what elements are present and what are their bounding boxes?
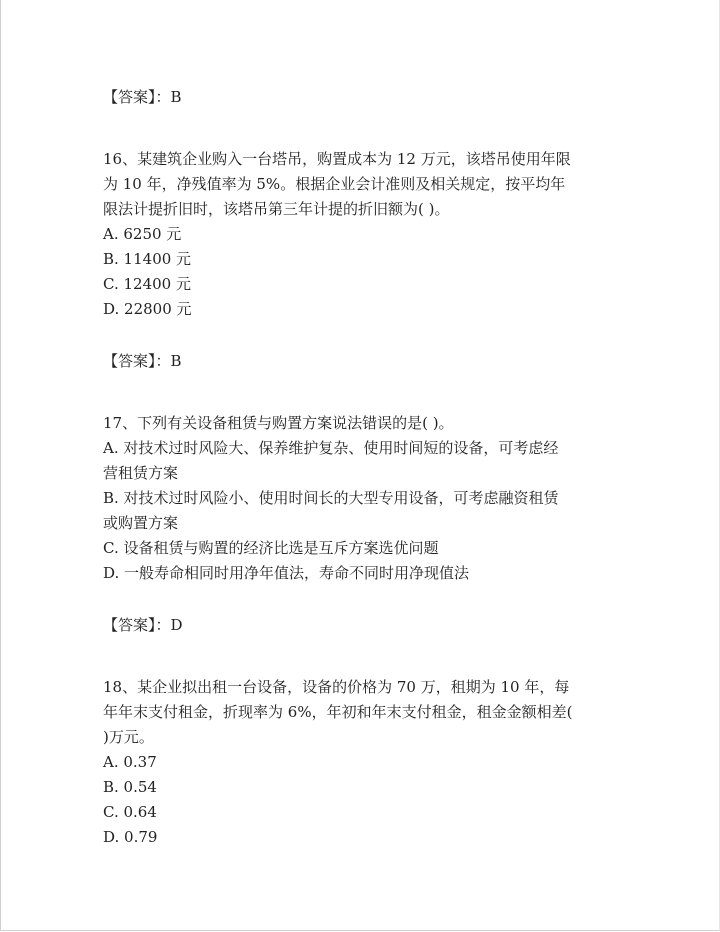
question-text-line: 年年末支付租金，折现率为 6%，年初和年末支付租金，租金金额相差( [103, 703, 573, 721]
question-text-line: 17、下列有关设备租赁与购置方案说法错误的是( )。 [103, 414, 454, 432]
option-b: B. 0.54 [103, 778, 157, 796]
answer-value: B [170, 88, 182, 106]
question-text-line: )万元。 [103, 728, 154, 746]
question-text-line: 限法计提折旧时，该塔吊第三年计提的折旧额为( )。 [103, 200, 450, 218]
answer-label: 【答案】： [103, 616, 171, 634]
answer-line-17 [103, 613, 623, 638]
question-17 [103, 411, 623, 586]
question-18 [103, 675, 623, 850]
answer-label: 【答案】： [103, 352, 171, 370]
option-a: A. 0.37 [103, 753, 157, 771]
answer-value: B [170, 352, 182, 370]
question-text-line: 为 10 年，净残值率为 5%。根据企业会计准则及相关规定，按平均年 [103, 175, 566, 193]
option-a: A. 对技术过时风险大、保养维护复杂、使用时间短的设备，可考虑经 [103, 439, 559, 457]
option-d: D. 一般寿命相同时用净年值法，寿命不同时用净现值法 [103, 564, 470, 582]
question-text-line: 18、某企业拟出租一台设备，设备的价格为 70 万，租期为 10 年，每 [103, 678, 570, 696]
option-c: C. 设备租赁与购置的经济比选是互斥方案选优问题 [103, 539, 439, 557]
question-text-line: 16、某建筑企业购入一台塔吊，购置成本为 12 万元，该塔吊使用年限 [103, 150, 571, 168]
option-b: B. 对技术过时风险小、使用时间长的大型专用设备，可考虑融资租赁 [103, 489, 559, 507]
option-c: C. 0.64 [103, 803, 157, 821]
answer-label: 【答案】： [103, 88, 171, 106]
answer-line-16 [103, 349, 623, 374]
document-body [103, 85, 623, 850]
option-b: B. 11400 元 [103, 250, 192, 268]
option-a: A. 6250 元 [103, 225, 182, 243]
answer-line-15 [103, 85, 623, 110]
option-b-continued: 或购置方案 [103, 514, 179, 532]
answer-value: D [170, 616, 183, 634]
option-d: D. 0.79 [103, 828, 158, 846]
option-d: D. 22800 元 [103, 300, 192, 318]
option-a-continued: 营租赁方案 [103, 464, 179, 482]
question-16 [103, 147, 623, 322]
option-c: C. 12400 元 [103, 275, 191, 293]
